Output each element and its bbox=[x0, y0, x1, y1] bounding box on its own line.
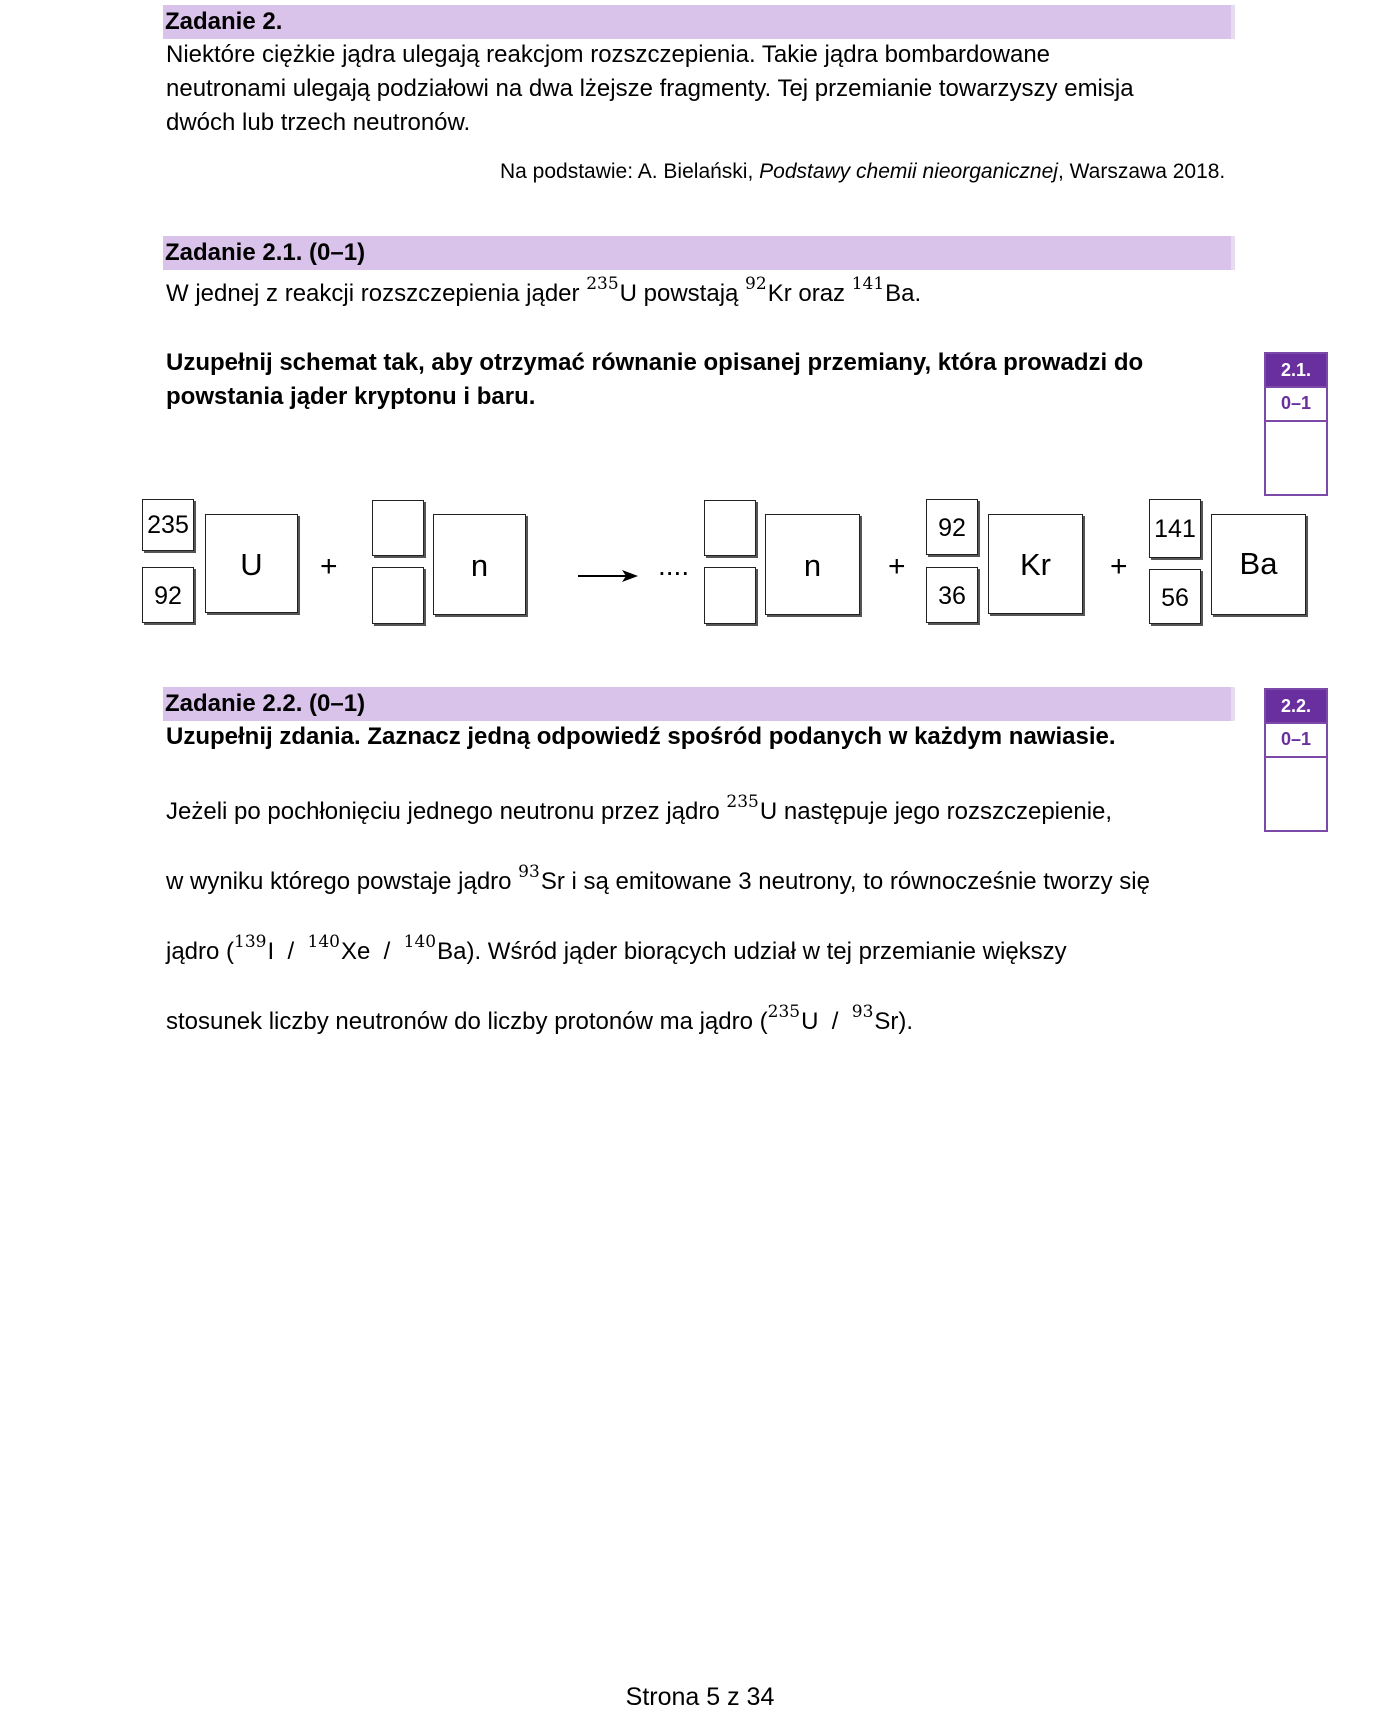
neutron-mass-number-blank[interactable] bbox=[372, 500, 424, 556]
product-neutron-mass-blank[interactable] bbox=[704, 500, 756, 556]
option-uranium[interactable]: 235 bbox=[767, 1002, 801, 1022]
option-iodine[interactable]: 139 bbox=[234, 932, 267, 952]
option-xenon[interactable]: 140 bbox=[307, 932, 340, 952]
task-2-1-statement: W jednej z reakcji rozszczepienia jąder $^{235}$U powstają $^{92}$Kr oraz $^{141}$Ba. bbox=[166, 274, 922, 307]
score-label: 2.1. bbox=[1266, 354, 1326, 386]
task-2-1-header: Zadanie 2.1. (0–1) bbox=[163, 236, 1235, 270]
task-2-2-header: Zadanie 2.2. (0–1) bbox=[163, 687, 1235, 721]
option-strontium[interactable]: 93 bbox=[851, 1002, 874, 1022]
plus-sign: + bbox=[320, 550, 338, 583]
score-box-2-2 bbox=[1264, 688, 1328, 832]
barium-atomic-number: 56 bbox=[1149, 569, 1201, 624]
neutron-charge-blank[interactable] bbox=[372, 567, 424, 624]
dots: .... bbox=[658, 550, 690, 581]
product-neutron-symbol: n bbox=[765, 514, 860, 615]
arrow-right-icon bbox=[578, 568, 638, 584]
task-2-2-line1: Jeżeli po pochłonięciu jednego neutronu przez jądro $^{235}$U następuje jego rozszczepienie, bbox=[166, 792, 1113, 825]
task-2-intro-line3: dwóch lub trzech neutronów. bbox=[166, 109, 471, 136]
task-2-1-instruction-line1: Uzupełnij schemat tak, aby otrzymać równanie opisanej przemiany, która prowadzi do bbox=[166, 349, 1144, 376]
task-2-2-line3: jądro ($^{139}$I / $^{140}$Xe / $^{140}$Ba). Wśród jąder biorących udział w tej przemianie większy bbox=[166, 932, 1067, 965]
task-2-2-instruction: Uzupełnij zdania. Zaznacz jedną odpowiedź spośród podanych w każdym nawiasie. bbox=[166, 723, 1116, 750]
score-field[interactable] bbox=[1266, 756, 1326, 830]
task-2-intro-line2: neutronami ulegają podziałowi na dwa lżejsze fragmenty. Tej przemianie towarzyszy emisja bbox=[166, 75, 1134, 102]
uranium-mass-number: 235 bbox=[142, 499, 194, 551]
task-2-intro-line1: Niektóre ciężkie jądra ulegają reakcjom rozszczepienia. Takie jądra bombardowane bbox=[166, 41, 1051, 68]
neutron-symbol: n bbox=[433, 514, 526, 615]
score-points: 0–1 bbox=[1266, 386, 1326, 420]
score-field[interactable] bbox=[1266, 420, 1326, 494]
barium-mass-number: 141 bbox=[1149, 499, 1201, 558]
task-2-2-line2: w wyniku którego powstaje jądro $^{93}$Sr i są emitowane 3 neutrony, to równocześnie tworzy się bbox=[166, 862, 1150, 895]
page-number: Strona 5 z 34 bbox=[625, 1683, 775, 1711]
krypton-atomic-number: 36 bbox=[926, 567, 978, 623]
reaction-arrow bbox=[578, 568, 638, 584]
score-points: 0–1 bbox=[1266, 722, 1326, 756]
product-neutron-charge-blank[interactable] bbox=[704, 567, 756, 624]
barium-symbol: Ba bbox=[1211, 514, 1306, 615]
task-2-header: Zadanie 2. bbox=[163, 5, 1235, 39]
score-label: 2.2. bbox=[1266, 690, 1326, 722]
uranium-symbol: U bbox=[205, 514, 298, 613]
score-box-2-1 bbox=[1264, 352, 1328, 496]
krypton-mass-number: 92 bbox=[926, 499, 978, 555]
task-2-1-instruction-line2: powstania jąder kryptonu i baru. bbox=[166, 383, 536, 410]
uranium-atomic-number: 92 bbox=[142, 567, 194, 623]
option-barium[interactable]: 140 bbox=[403, 932, 437, 952]
plus-sign: + bbox=[1110, 550, 1128, 583]
source-citation: Na podstawie: A. Bielański, Podstawy chemii nieorganicznej, Warszawa 2018. bbox=[500, 160, 1226, 183]
task-2-2-line4: stosunek liczby neutronów do liczby protonów ma jądro ($^{235}$U / $^{93}$Sr). bbox=[166, 1002, 914, 1035]
plus-sign: + bbox=[888, 550, 906, 583]
krypton-symbol: Kr bbox=[988, 514, 1083, 614]
